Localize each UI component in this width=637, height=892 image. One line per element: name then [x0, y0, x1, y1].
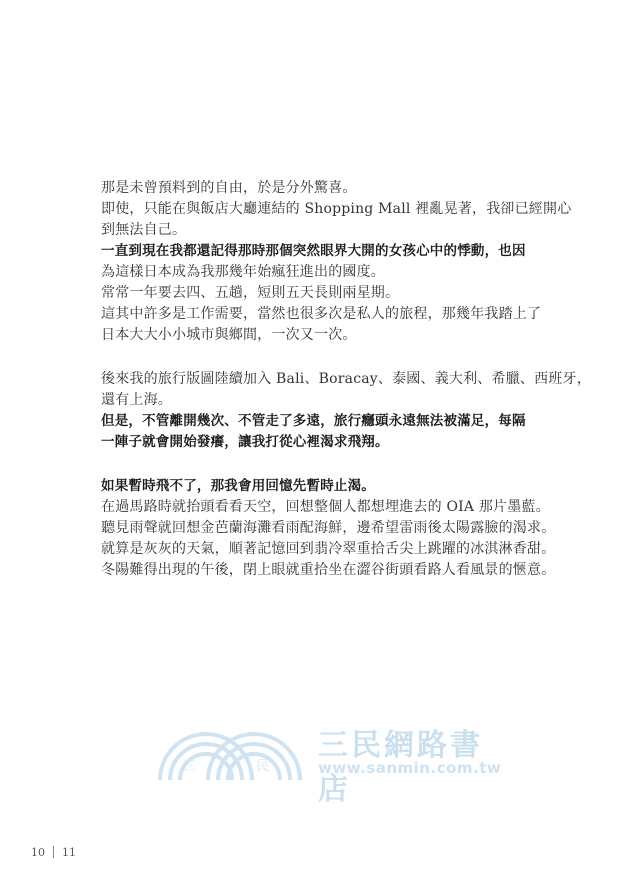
- text-line: 冬陽難得出現的午後，閉上眼就重拾坐在澀谷街頭看路人看風景的愜意。: [101, 562, 556, 578]
- text-line: 但是，不管離開幾次、不管走了多遠，旅行癮頭永遠無法被滿足，每隔: [101, 413, 526, 429]
- text-line: 聽見雨聲就回想金芭蘭海灘看雨配海鮮，邊希望雷雨後太陽露臉的渴求。: [101, 520, 556, 536]
- text-line: 還有上海。: [101, 392, 172, 408]
- logo-char-left: 三: [182, 759, 196, 774]
- sanmin-logo-icon: [148, 718, 308, 784]
- paragraph-3: [101, 476, 561, 581]
- page-numbers: [31, 846, 76, 859]
- watermark-title: 三民網路書店: [318, 728, 483, 807]
- paragraph-2: [101, 369, 591, 453]
- page-number-left: 10: [31, 846, 45, 859]
- page-number-right: 11: [62, 846, 76, 859]
- text-line: 常常一年要去四、五趟，短則五天長則兩星期。: [101, 285, 400, 301]
- text-line: 就算是灰灰的天氣，順著記憶回到翡冷翠重拾舌尖上跳躍的冰淇淋香甜。: [101, 541, 556, 557]
- text-line: 如果暫時飛不了，那我會用回憶先暫時止渴。: [101, 478, 375, 494]
- paragraph-1: [101, 178, 572, 346]
- body-text: [101, 178, 591, 581]
- paragraph-gap: [101, 346, 561, 369]
- text-line: 一直到現在我都還記得那時那個突然眼界大開的女孩心中的悸動，也因: [101, 243, 526, 259]
- text-line: 日本大大小小城市與鄉間，一次又一次。: [101, 327, 357, 343]
- text-line: 為這樣日本成為我那幾年始瘋狂進出的國度。: [101, 264, 385, 280]
- page-number-divider: [53, 846, 54, 858]
- text-line: 後來我的旅行版圖陸續加入 Bali、Boracay、泰國、義大利、希臘、西班牙，: [101, 371, 591, 387]
- watermark: [148, 718, 508, 807]
- text-line: 即使，只能在與飯店大廳連結的 Shopping Mall 裡亂晃著，我卻已經開心: [101, 201, 572, 217]
- text-line: 到無法自己。: [101, 222, 187, 238]
- text-line: 這其中許多是工作需要，當然也很多次是私人的旅程，那幾年我踏上了: [101, 306, 542, 322]
- paragraph-gap: [101, 453, 561, 476]
- text-line: 一陣子就會開始發癢，讓我打從心裡渴求飛翔。: [101, 434, 389, 450]
- logo-char-right: 民: [256, 759, 270, 774]
- text-line: 那是未曾預料到的自由，於是分外驚喜。: [101, 180, 357, 196]
- watermark-url: www.sanmin.com.tw: [318, 759, 502, 777]
- text-line: 在過馬路時就抬頭看看天空，回想整個人都想埋進去的 OIA 那片墨藍。: [101, 499, 550, 515]
